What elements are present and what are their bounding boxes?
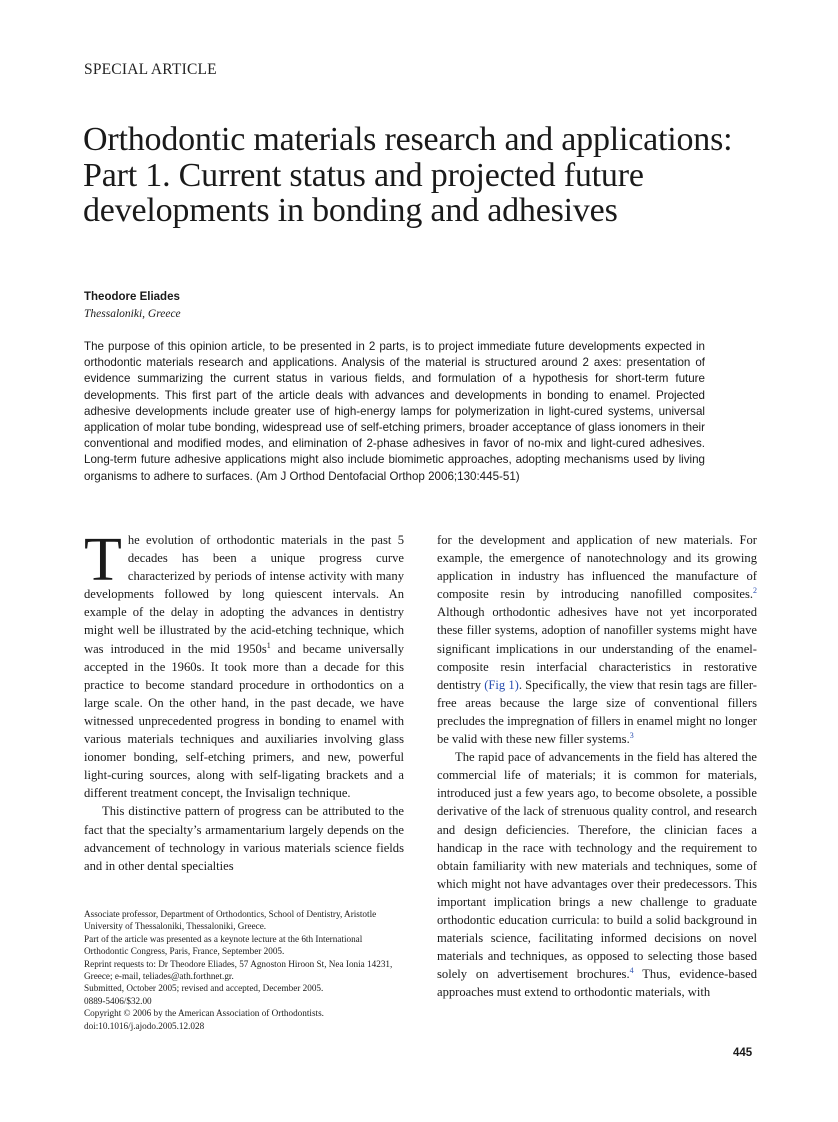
paragraph <box>437 531 757 748</box>
footnote-presentation: Part of the article was presented as a keynote lecture at the 6th International Orthodontic Congress, Paris, France, September 2005. <box>84 933 363 957</box>
paragraph-text: . Specifically, the view that resin tags are filler-free areas because the large size of conventional fillers precludes the impregnation of fillers in enamel might no longer be valid with these new filler systems. <box>437 677 757 747</box>
reference-2-link[interactable]: 2 <box>753 586 757 596</box>
paragraph <box>84 526 405 802</box>
paragraph-text: Thus, evidence-based approaches must extend to orthodontic materials, with <box>437 967 757 1000</box>
footnote-reprint: Reprint requests to: Dr Theodore Eliades, 57 Agnoston Hiroon St, Nea Ionia 14231, Greece; e-mail, teliades@ath.forthnet.gr. <box>84 958 393 982</box>
paragraph: This distinctive pattern of progress can be attributed to the fact that the specialty’s armamentarium largely depends on the advancement of technology in various materials science fields and in other dental specialties <box>84 804 404 873</box>
footnote-affiliation: Associate professor, Department of Orthodontics, School of Dentistry, Aristotle University of Thessaloniki, Thessaloniki, Greece. <box>84 909 377 932</box>
abstract: The purpose of this opinion article, to be presented in 2 parts, is to project immediate future developments expected in orthodontic materials research and applications. Analysis of the material is structured around 2 axes: presentation of evidence summarizing the current status in various fields, and formulation of a hypothesis for short-term future developments. This first part of the article deals with advances and developments in bonding to enamel. Projected adhesive developments include greater use of high-energy lamps for polymerization in light-cured systems, universal application of molar tube bonding, widespread use of self-etching primers, broader acceptance of glass ionomers in their conventional and modified modes, and elimination of 2-phase adhesives in favor of no-mix and light-cured adhesives. Long-term future adhesive applications might also include biomimetic approaches, adopting mechanisms used by living organisms to adhere to surfaces. (Am J Orthod Dentofacial Orthop 2006;130:445-51) <box>84 340 705 483</box>
drop-cap: T <box>84 526 122 594</box>
paragraph-text: he evolution of orthodontic materials in the past 5 decades has been a unique progress curve characterized by periods of intense activity with many developments followed by long quiescent intervals. An example of the delay in adopting the advances in dentistry might well be illustrated by the acid-etching technique, which was introduced in the mid 1950s <box>84 533 404 656</box>
author-affiliation: Thessaloniki, Greece <box>84 308 181 320</box>
footnotes <box>84 908 404 1032</box>
body-column-left <box>84 526 405 875</box>
author-name: Theodore Eliades <box>84 291 180 303</box>
reference-4-link[interactable]: 4 <box>629 966 634 976</box>
paragraph-text: for the development and application of new materials. For example, the emergence of nanotechnology and its growing application in industry has influenced the manufacture of composite resin by introducing nanofilled composites. <box>437 533 757 602</box>
page-number: 445 <box>733 1047 753 1059</box>
paragraph <box>437 748 757 1001</box>
footnote-issn: 0889-5406/$32.00 <box>84 995 152 1006</box>
section-label: SPECIAL ARTICLE <box>84 61 217 78</box>
reference-3-link[interactable]: 3 <box>629 731 634 741</box>
reference-1[interactable]: 1 <box>266 640 271 650</box>
paragraph-text: and became universally accepted in the 1960s. It took more than a decade for this practice to become standard procedure in orthodontics on a large scale. On the other hand, in the past decade, we have witnessed unprecedented progress in bonding to enamel with various materials techniques and auxiliaries involving glass ionomer bonding, self-etching primers, and new, powerful light-curing sources, along with self-ligating brackets and a different treatment concept, the Invisalign technique. <box>84 641 405 801</box>
footnote-doi: doi:10.1016/j.ajodo.2005.12.028 <box>84 1020 205 1031</box>
figure-1-link[interactable]: (Fig 1) <box>484 677 519 692</box>
article-title: Orthodontic materials research and applications: Part 1. Current status and projected future developments in bonding and adhesives <box>83 121 733 229</box>
paragraph-text: Although orthodontic adhesives have not yet incorporated these filler systems, adoption of nanofiller systems might have significant implications in our understanding of the enamel-composite resin interfacial characteristics in restorative dentistry <box>437 605 757 692</box>
paragraph-text: The rapid pace of advancements in the field has altered the commercial life of materials; it is common for materials, introduced just a few years ago, to become obsolete, a possible derivative of the lack of strenuous quality control, and research and design deficiencies. Therefore, the clinician faces a handicap in the race with technology and the requirement to obtain familiarity with new materials and techniques, some of which might not have advantages over their predecessors. This important implication brings a new challenge to graduate orthodontic education curricula: to build a solid background in materials science, facilitating informed decisions on novel materials and techniques, as opposed to selecting those based solely on advertisement brochures. <box>437 750 757 982</box>
footnote-copyright: Copyright © 2006 by the American Association of Orthodontists. <box>84 1008 324 1019</box>
body-column-right <box>437 531 757 1001</box>
footnote-submitted: Submitted, October 2005; revised and accepted, December 2005. <box>84 983 324 994</box>
